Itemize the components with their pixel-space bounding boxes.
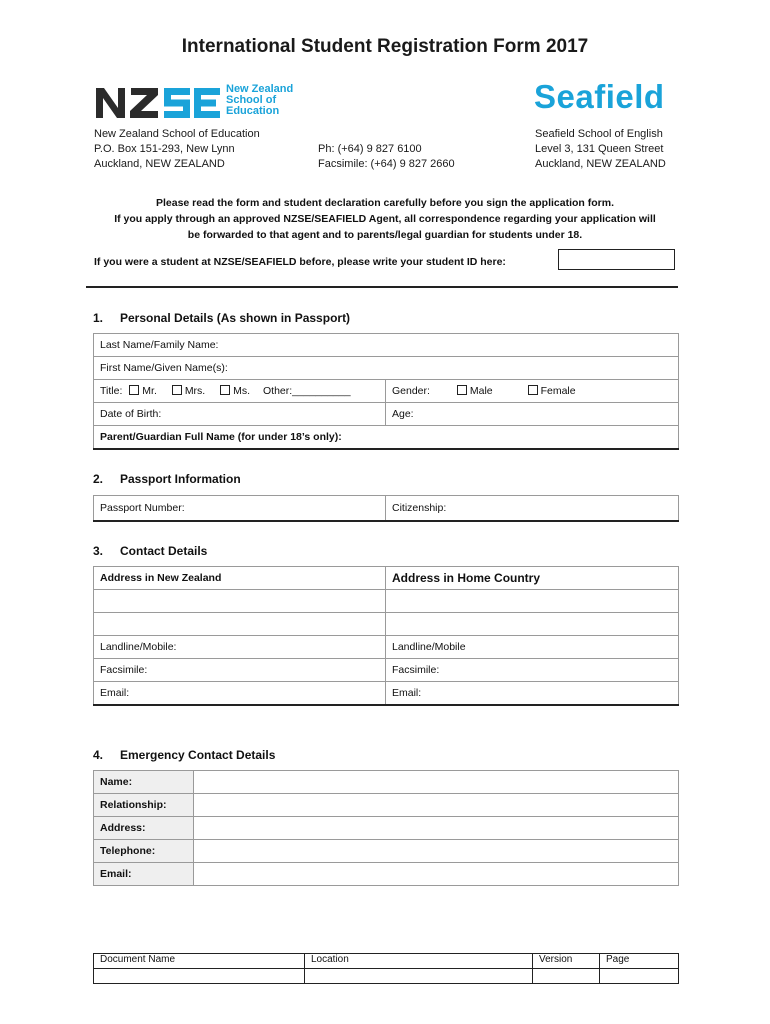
footer-document-name: Document Name [94, 954, 305, 969]
ms-checkbox[interactable] [220, 385, 230, 395]
emergency-relationship-field[interactable] [194, 794, 679, 817]
section-title: Contact Details [120, 544, 208, 558]
form-title: International Student Registration Form 2017 [181, 36, 589, 57]
email-label: Email: [100, 687, 130, 699]
section-title: Passport Information [120, 472, 241, 486]
section-title: Emergency Contact Details [120, 748, 276, 762]
passport-table [93, 495, 679, 522]
female-checkbox[interactable] [528, 385, 538, 395]
footer-document-name-value [94, 969, 305, 984]
dob-label: Date of Birth: [100, 408, 162, 420]
title-field [94, 380, 386, 403]
female-label: Female [540, 385, 576, 397]
male-label: Male [469, 385, 493, 397]
address-line: Auckland, NEW ZEALAND [94, 158, 225, 170]
age-field[interactable] [386, 403, 679, 426]
notice-line: If you apply through an approved NZSE/SEAFIELD Agent, all correspondence regarding your application will [114, 213, 656, 225]
nz-address-header [94, 567, 386, 590]
notice-line: be forwarded to that agent and to parents/legal guardian for students under 18. [187, 229, 583, 241]
email-label: Email: [392, 687, 422, 699]
guardian-name-label: Parent/Guardian Full Name (for under 18’s only): [100, 431, 342, 443]
ms-label: Ms. [233, 385, 251, 397]
instructions-notice [60, 195, 710, 243]
last-name-label: Last Name/Family Name: [100, 339, 219, 351]
emergency-relationship-label: Relationship: [94, 794, 194, 817]
mrs-label: Mrs. [184, 385, 206, 397]
home-address-line-field[interactable] [386, 613, 679, 636]
address-line: Auckland, NEW ZEALAND [535, 158, 666, 170]
gender-field [386, 380, 679, 403]
divider [86, 286, 678, 288]
nz-email-field[interactable] [94, 682, 386, 706]
fax-line: Facsimile: (+64) 9 827 2660 [318, 158, 455, 170]
guardian-name-field[interactable] [94, 426, 679, 450]
home-email-field[interactable] [386, 682, 679, 706]
nzse-tag-line: School of [226, 94, 277, 106]
mr-label: Mr. [142, 385, 157, 397]
section-number: 1. [93, 311, 104, 325]
gender-label: Gender: [392, 385, 430, 397]
nz-address-line-field[interactable] [94, 613, 386, 636]
emergency-name-label: Name: [94, 771, 194, 794]
emergency-email-label: Email: [94, 863, 194, 886]
phone-line: Ph: (+64) 9 827 6100 [318, 143, 422, 155]
age-label: Age: [392, 408, 414, 420]
citizenship-field[interactable] [386, 496, 679, 522]
emergency-address-field[interactable] [194, 817, 679, 840]
seafield-logo: Seafield [534, 78, 665, 115]
emergency-address-label: Address: [94, 817, 194, 840]
address-line: New Zealand School of Education [94, 128, 260, 140]
home-fax-field[interactable] [386, 659, 679, 682]
nzse-tag-line: Education [226, 105, 280, 117]
fax-label: Facsimile: [100, 664, 148, 676]
contact-numbers [318, 142, 455, 172]
first-name-field[interactable] [94, 357, 679, 380]
fax-label: Facsimile: [392, 664, 440, 676]
emergency-email-field[interactable] [194, 863, 679, 886]
student-id-field[interactable] [558, 249, 675, 270]
emergency-name-field[interactable] [194, 771, 679, 794]
emergency-telephone-label: Telephone: [94, 840, 194, 863]
home-address-label: Address in Home Country [392, 571, 541, 585]
student-id-label: If you were a student at NZSE/SEAFIELD before, please write your student ID here: [94, 256, 506, 268]
personal-details-table [93, 333, 679, 450]
document-footer-table [93, 953, 679, 984]
address-line: P.O. Box 151-293, New Lynn [94, 143, 235, 155]
section-contact-heading [93, 544, 207, 558]
contact-table [93, 566, 679, 706]
section-number: 3. [93, 544, 104, 558]
nzse-tagline [226, 84, 293, 117]
footer-location: Location [305, 954, 533, 969]
nz-address-label: Address in New Zealand [100, 572, 222, 584]
section-personal-details-heading [93, 311, 350, 325]
male-checkbox[interactable] [457, 385, 467, 395]
footer-version-value [533, 969, 600, 984]
address-line: Seafield School of English [535, 128, 663, 140]
mr-checkbox[interactable] [129, 385, 139, 395]
landline-label: Landline/Mobile: [100, 641, 177, 653]
other-title-field[interactable]: Other:__________ [263, 385, 351, 397]
footer-location-value [305, 969, 533, 984]
emergency-contact-table [93, 770, 679, 886]
footer-page: Page [600, 954, 679, 969]
first-name-label: First Name/Given Name(s): [100, 362, 228, 374]
nzse-address [94, 127, 260, 172]
address-line: Level 3, 131 Queen Street [535, 143, 664, 155]
section-emergency-heading [93, 748, 275, 762]
nz-fax-field[interactable] [94, 659, 386, 682]
citizenship-label: Citizenship: [392, 502, 447, 514]
home-address-line-field[interactable] [386, 590, 679, 613]
nz-address-line-field[interactable] [94, 590, 386, 613]
footer-page-value [600, 969, 679, 984]
section-number: 2. [93, 472, 104, 486]
seafield-address [535, 127, 666, 172]
dob-field[interactable] [94, 403, 386, 426]
nzse-tag-line: New Zealand [226, 83, 294, 95]
last-name-field[interactable] [94, 334, 679, 357]
title-label: Title: [100, 385, 123, 397]
nz-landline-field[interactable] [94, 636, 386, 659]
passport-number-label: Passport Number: [100, 502, 185, 514]
mrs-checkbox[interactable] [172, 385, 182, 395]
section-passport-heading [93, 472, 241, 486]
home-address-header [386, 567, 679, 590]
section-number: 4. [93, 748, 104, 762]
emergency-telephone-field[interactable] [194, 840, 679, 863]
section-title: Personal Details (As shown in Passport) [120, 311, 351, 325]
landline-label: Landline/Mobile [392, 641, 466, 653]
passport-number-field[interactable] [94, 496, 386, 522]
notice-line: Please read the form and student declaration carefully before you sign the application form. [155, 197, 615, 209]
footer-version: Version [533, 954, 600, 969]
home-landline-field[interactable] [386, 636, 679, 659]
